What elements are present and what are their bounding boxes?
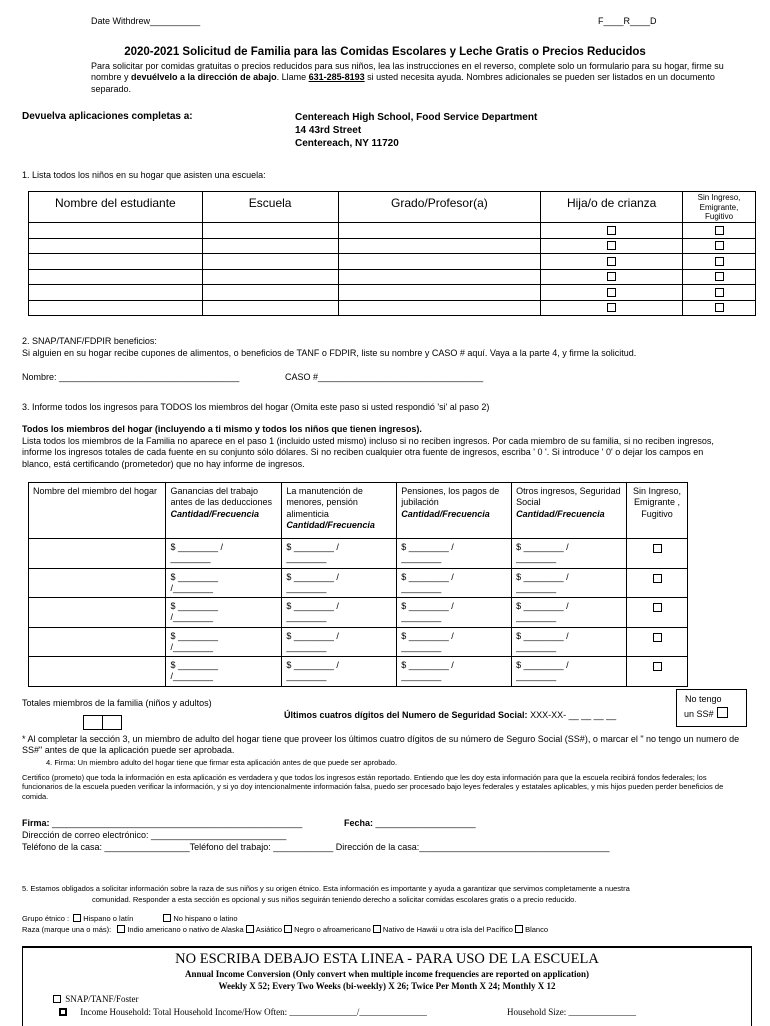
totals-label: Totales miembros de la familia (niños y adultos) <box>22 698 212 708</box>
foster-checkbox[interactable] <box>607 241 616 250</box>
foster-cell <box>541 223 683 239</box>
no-income-checkbox[interactable] <box>715 257 724 266</box>
snap-name-field[interactable]: Nombre: ____________________________________ <box>22 372 240 382</box>
income-table <box>28 482 688 687</box>
income-conversion-rates: Weekly X 52; Every Two Weeks (bi-weekly) X 26; Twice Per Month X 24; Monthly X 12 <box>218 981 556 991</box>
certify-text: Certifico (prometo) que toda la información en esta aplicación es verdadera y que todos los ingresos están reportado. Entiendo que les doy esta información para que la escuela recibirá fondos federales; los funcionarios de la escuela pueden verificar la información, y si yo doy intencionalmente información falsa, puedo ser procesado bajo leyes federales y estatales aplicables, y mis hijos pueden perder beneficios de comida. <box>22 773 724 801</box>
member-name-cell[interactable] <box>29 539 166 569</box>
grade-cell[interactable] <box>338 238 541 254</box>
student-name-cell[interactable] <box>29 223 203 239</box>
foster-cell <box>541 269 683 285</box>
income-cell[interactable]: $ ________ / ________ <box>282 539 397 569</box>
grade-cell[interactable] <box>338 269 541 285</box>
income-household: Income Household: Total Household Income/How Often: _______________/_______________ <box>59 1007 427 1018</box>
signature-field[interactable]: Firma: __________________________________________________ <box>22 818 303 828</box>
child-row <box>29 238 756 254</box>
no-income-cell <box>627 627 688 657</box>
member-row <box>29 598 688 628</box>
student-name-cell[interactable] <box>29 285 203 301</box>
ssn-field[interactable]: Últimos cuatros dígitos del Numero de Seguridad Social: XXX-XX- __ __ __ __ <box>284 710 617 720</box>
no-income-cell <box>627 539 688 569</box>
col-member-name: Nombre del miembro del hogar <box>29 483 166 539</box>
race-black-checkbox[interactable] <box>284 925 292 933</box>
hispanic-checkbox[interactable] <box>73 914 81 922</box>
no-income-checkbox[interactable] <box>653 544 662 553</box>
income-cell[interactable]: $ ________ / ________ <box>512 598 627 628</box>
foster-checkbox[interactable] <box>607 288 616 297</box>
income-cell[interactable]: $ ________ / ________ <box>282 568 397 598</box>
race-asian-checkbox[interactable] <box>246 925 254 933</box>
snap-foster: SNAP/TANF/Foster <box>53 994 139 1005</box>
email-field[interactable]: Dirección de correo electrónico: ___________________________ <box>22 830 287 840</box>
school-cell[interactable] <box>202 223 338 239</box>
section5-text1: 5. Estamos obligados a solicitar información sobre la raza de sus niños y su origen étnico. Esta información es importante y ayuda a garantizar que servimos completamente a nuestra <box>22 884 630 893</box>
col-grade: Grado/Profesor(a) <box>338 192 541 223</box>
student-name-cell[interactable] <box>29 254 203 270</box>
income-cell[interactable]: $ ________ / ________ <box>512 657 627 687</box>
section1-label: 1. Lista todos los niños en su hogar que asisten una escuela: <box>22 170 266 180</box>
member-name-cell[interactable] <box>29 657 166 687</box>
foster-cell <box>541 254 683 270</box>
section3-text: Lista todos los miembros de la Familia no aparece en el paso 1 (incluido usted mismo) incluso si no reciben ingresos. Por cada miembro de su familia, si no reciben ingresos, informe los ingresos totales de cada fuente en su conjunto sólo dólares. Si no reciben cualquier otra fuente de ingresos, escriba ' 0 '. Si introduce ' 0' o dejar los campos en blanco, está certificando (prometedor) que no hay informe de ingresos. <box>22 436 714 469</box>
section2-text: Si alguien en su hogar recibe cupones de alimentos, o beneficios de TANF o FDPIR, liste su nombre y CASO # aquí. Vaya a la parte 4, y firme la solicitud. <box>22 348 637 358</box>
no-income-cell <box>683 285 756 301</box>
col-foster: Hija/o de crianza <box>541 192 683 223</box>
col-school: Escuela <box>202 192 338 223</box>
school-use-title: NO ESCRIBA DEBAJO ESTA LINEA - PARA USO DE LA ESCUELA <box>175 951 599 967</box>
no-income-cell <box>627 568 688 598</box>
race-native-checkbox[interactable] <box>117 925 125 933</box>
income-cell[interactable]: $ ________ / ________ <box>512 539 627 569</box>
member-name-cell[interactable] <box>29 568 166 598</box>
child-row <box>29 269 756 285</box>
foster-cell <box>541 285 683 301</box>
no-income-checkbox[interactable] <box>715 272 724 281</box>
member-name-cell[interactable] <box>29 627 166 657</box>
no-income-cell <box>683 223 756 239</box>
member-row <box>29 627 688 657</box>
col-no-income: Sin Ingreso, Emigrante, Fugitivo <box>683 192 756 223</box>
income-cell[interactable]: $ ________ / ________ <box>397 627 512 657</box>
no-ssn-checkbox[interactable] <box>717 707 728 718</box>
school-use-box <box>22 946 752 1026</box>
race-group: Raza (marque una o más): Indio americano o nativo de Alaska Asiático Negro o afroamericano Nativo de Hawái u otra isla del Pacífico Blanco <box>22 925 549 934</box>
school-cell[interactable] <box>202 269 338 285</box>
income-conversion-title: Annual Income Conversion (Only convert when multiple income frequencies are reported on application) <box>185 969 589 979</box>
col-pensions: Pensiones, los pagos de jubilación Cantidad/Frecuencia <box>397 483 512 539</box>
income-cell[interactable]: $ ________ / ________ <box>397 598 512 628</box>
income-cell[interactable]: $ ________ /________ <box>166 657 282 687</box>
frd-field: F____R____D <box>598 16 657 26</box>
foster-checkbox[interactable] <box>607 303 616 312</box>
section3-label: 3. Informe todos los ingresos para TODOS los miembros del hogar (Omita este paso si usted respondió 'si' al paso 2) <box>22 402 490 412</box>
no-income-checkbox[interactable] <box>715 288 724 297</box>
income-cell[interactable]: $ ________ /________ <box>166 598 282 628</box>
income-cell[interactable]: $ ________ / ________ <box>397 568 512 598</box>
return-label: Devuelva aplicaciones completas a: <box>22 111 193 122</box>
intro-paragraph: Para solicitar por comidas gratuitas o precios reducidos para sus niños, lea las instrucciones en el reverso, complete solo un formulario para su hogar, firme su nombre y devuélvelo a la dirección de abajo. Llame 631-285-8193 si usted necesita ayuda. Nombres adicionales se pueden ser listados en un documento separado. <box>91 61 724 94</box>
income-cell[interactable]: $ ________ / ________ <box>512 627 627 657</box>
section3-bold: Todos los miembros del hogar (incluyendo a ti mismo y todos los niños que tienen ingresos). <box>22 424 422 434</box>
col-student-name: Nombre del estudiante <box>29 192 203 223</box>
children-table <box>28 191 756 316</box>
foster-cell <box>541 300 683 316</box>
no-income-checkbox[interactable] <box>653 662 662 671</box>
no-income-cell <box>683 300 756 316</box>
no-income-cell <box>683 269 756 285</box>
income-cell[interactable]: $ ________ / ________ <box>282 598 397 628</box>
member-row <box>29 657 688 687</box>
no-ssn-box: No tengo un SS# <box>676 689 747 727</box>
snap-foster-checkbox[interactable] <box>53 995 61 1003</box>
race-white-checkbox[interactable] <box>515 925 523 933</box>
student-name-cell[interactable] <box>29 300 203 316</box>
section5-text2: comunidad. Responder a esta sección es opcional y sus niños seguirán teniendo derecho a solicitar comidas escolares gratis o a precio reducido. <box>92 895 577 904</box>
school-cell[interactable] <box>202 285 338 301</box>
no-income-cell <box>627 598 688 628</box>
income-cell[interactable]: $ ________ / ________ <box>282 627 397 657</box>
race-hawaiian-checkbox[interactable] <box>373 925 381 933</box>
ethnic-group: Grupo étnico : Hispano o latín No hispano o latino <box>22 914 238 923</box>
foster-checkbox[interactable] <box>607 257 616 266</box>
student-name-cell[interactable] <box>29 269 203 285</box>
date-field[interactable]: Fecha: ____________________ <box>344 818 476 828</box>
no-income-cell <box>627 657 688 687</box>
student-name-cell[interactable] <box>29 238 203 254</box>
no-income-checkbox[interactable] <box>653 574 662 583</box>
foster-checkbox[interactable] <box>607 226 616 235</box>
ssn-note: * Al completar la sección 3, un miembro de adulto del hogar tiene que proveer los últimos cuatro dígitos de su número de Seguro Social (SS#), o marcar el " no tengo un numero de SS#" antes de que la aplicación puede ser aprobada. <box>22 734 740 756</box>
foster-checkbox[interactable] <box>607 272 616 281</box>
income-cell[interactable]: $ ________ /________ <box>166 627 282 657</box>
non-hispanic-checkbox[interactable] <box>163 914 171 922</box>
totals-box[interactable] <box>83 715 122 730</box>
child-row <box>29 223 756 239</box>
income-household-checkbox[interactable] <box>59 1008 67 1016</box>
income-cell[interactable]: $ ________ / ________ <box>397 657 512 687</box>
income-cell[interactable]: $ ________ / ________ <box>166 539 282 569</box>
child-row <box>29 254 756 270</box>
income-cell[interactable]: $ ________ /________ <box>166 568 282 598</box>
no-income-checkbox[interactable] <box>653 633 662 642</box>
phone-address-fields[interactable]: Teléfono de la casa: _________________Teléfono del trabajo: ____________ Dirección de la casa:______________________________________ <box>22 842 610 852</box>
col-no-income: Sin Ingreso, Emigrante , Fugitivo <box>627 483 688 539</box>
school-cell[interactable] <box>202 254 338 270</box>
child-row <box>29 300 756 316</box>
member-row <box>29 568 688 598</box>
no-income-cell <box>683 238 756 254</box>
no-income-checkbox[interactable] <box>715 226 724 235</box>
no-income-checkbox[interactable] <box>715 241 724 250</box>
grade-cell[interactable] <box>338 285 541 301</box>
member-row <box>29 539 688 569</box>
household-size[interactable]: Household Size: _______________ <box>507 1007 636 1017</box>
col-other-income: Otros ingresos, Seguridad Social Cantidad/Frecuencia <box>512 483 627 539</box>
date-withdrew: Date Withdrew__________ <box>91 16 201 26</box>
grade-cell[interactable] <box>338 223 541 239</box>
child-row <box>29 285 756 301</box>
grade-cell[interactable] <box>338 254 541 270</box>
no-income-cell <box>683 254 756 270</box>
return-address: Centereach High School, Food Service Department 14 43rd Street Centereach, NY 11720 <box>295 112 538 149</box>
col-child-support: La manutención de menores, pensión alimenticia Cantidad/Frecuencia <box>282 483 397 539</box>
form-title: 2020-2021 Solicitud de Familia para las Comidas Escolares y Leche Gratis o Precios Reducidos <box>124 46 646 58</box>
firma-note: 4. Firma: Un miembro adulto del hogar tiene que firmar esta aplicación antes de que puede ser aprobado. <box>46 758 398 767</box>
income-cell[interactable]: $ ________ / ________ <box>512 568 627 598</box>
income-cell[interactable]: $ ________ / ________ <box>397 539 512 569</box>
no-income-checkbox[interactable] <box>653 603 662 612</box>
grade-cell[interactable] <box>338 300 541 316</box>
foster-cell <box>541 238 683 254</box>
school-cell[interactable] <box>202 300 338 316</box>
snap-case-field[interactable]: CASO #_________________________________ <box>285 372 484 382</box>
income-cell[interactable]: $ ________ / ________ <box>282 657 397 687</box>
no-income-checkbox[interactable] <box>715 303 724 312</box>
col-work-income: Ganancias del trabajo antes de las deducciones Cantidad/Frecuencia <box>166 483 282 539</box>
school-cell[interactable] <box>202 238 338 254</box>
section2-label: 2. SNAP/TANF/FDPIR beneficios: <box>22 336 157 346</box>
member-name-cell[interactable] <box>29 598 166 628</box>
